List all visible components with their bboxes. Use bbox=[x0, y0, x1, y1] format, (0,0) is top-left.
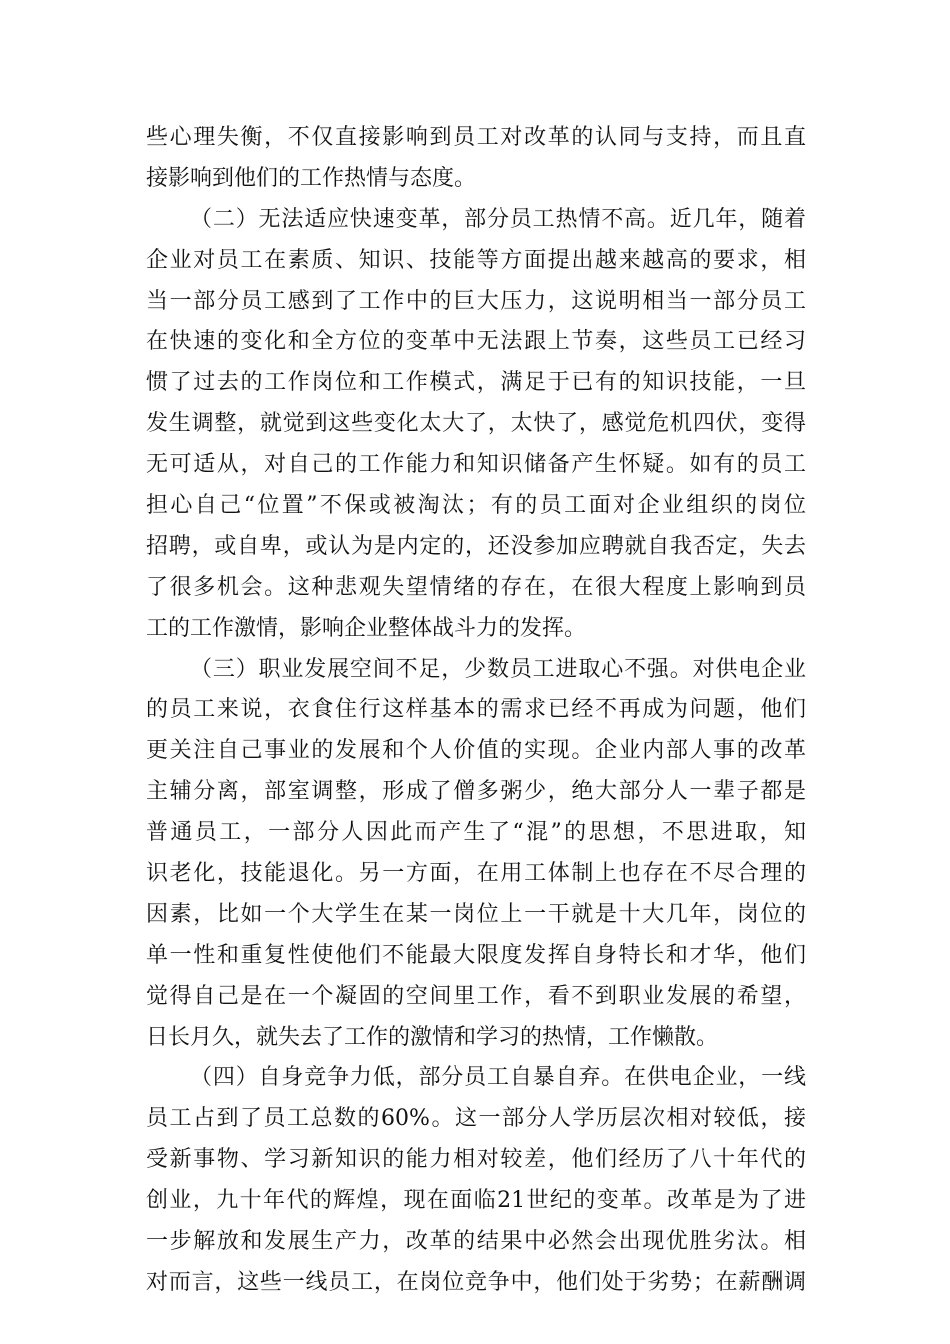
text-line: 普通员工，一部分人因此而产生了“混”的思想，不思进取，知 bbox=[146, 820, 806, 846]
text-line: 觉得自己是在一个凝固的空间里工作，看不到职业发展的希望， bbox=[146, 983, 806, 1009]
text-line: 创业，九十年代的辉煌，现在面临21世纪的变革。改革是为了进 bbox=[146, 1188, 806, 1214]
text-line: 日长月久，就失去了工作的激情和学习的热情，工作懒散。 bbox=[146, 1024, 719, 1050]
text-line: 的员工来说，衣食住行这样基本的需求已经不再成为问题，他们 bbox=[146, 697, 806, 723]
text-line: 惯了过去的工作岗位和工作模式，满足于已有的知识技能，一旦 bbox=[146, 370, 806, 396]
text-line: 更关注自己事业的发展和个人价值的实现。企业内部人事的改革 bbox=[146, 738, 806, 764]
text-line: 担心自己“位置”不保或被淘汰；有的员工面对企业组织的岗位 bbox=[146, 493, 806, 519]
text-line: 当一部分员工感到了工作中的巨大压力，这说明相当一部分员工 bbox=[146, 288, 806, 314]
text-line: 无可适从，对自己的工作能力和知识储备产生怀疑。如有的员工 bbox=[146, 452, 806, 478]
text-line: 企业对员工在素质、知识、技能等方面提出越来越高的要求，相 bbox=[146, 247, 806, 273]
section-heading-line: （三）职业发展空间不足，少数员工进取心不强。对供电企业 bbox=[190, 656, 806, 682]
text-line: 员工占到了员工总数的60%。这一部分人学历层次相对较低，接 bbox=[146, 1106, 806, 1132]
text-line: 对而言，这些一线员工，在岗位竞争中，他们处于劣势；在薪酬调 bbox=[146, 1269, 806, 1295]
document-body bbox=[146, 118, 806, 1304]
section-heading-line: （二）无法适应快速变革，部分员工热情不高。近几年，随着 bbox=[190, 206, 806, 232]
text-line: 了很多机会。这种悲观失望情绪的存在，在很大程度上影响到员 bbox=[146, 574, 806, 600]
text-line: 些心理失衡，不仅直接影响到员工对改革的认同与支持，而且直 bbox=[146, 125, 806, 150]
text-line: 受新事物、学习新知识的能力相对较差，他们经历了八十年代的 bbox=[146, 1147, 806, 1173]
text-line: 单一性和重复性使他们不能最大限度发挥自身特长和才华，他们 bbox=[146, 942, 806, 968]
text-line: 因素，比如一个大学生在某一岗位上一干就是十大几年，岗位的 bbox=[146, 901, 806, 927]
section-heading-line: （四）自身竞争力低，部分员工自暴自弃。在供电企业，一线 bbox=[190, 1065, 806, 1091]
text-line: 主辅分离，部室调整，形成了僧多粥少，绝大部分人一辈子都是 bbox=[146, 779, 806, 805]
text-line: 在快速的变化和全方位的变革中无法跟上节奏，这些员工已经习 bbox=[146, 329, 806, 355]
text-line: 接影响到他们的工作热情与态度。 bbox=[146, 165, 477, 191]
text-line: 一步解放和发展生产力，改革的结果中必然会出现优胜劣汰。相 bbox=[146, 1229, 806, 1255]
text-line: 发生调整，就觉到这些变化太大了，太快了，感觉危机四伏，变得 bbox=[146, 411, 806, 437]
text-line: 工的工作激情，影响企业整体战斗力的发挥。 bbox=[146, 615, 587, 641]
text-line: 识老化，技能退化。另一方面，在用工体制上也存在不尽合理的 bbox=[146, 861, 806, 887]
text-line: 招聘，或自卑，或认为是内定的，还没参加应聘就自我否定，失去 bbox=[146, 533, 806, 559]
